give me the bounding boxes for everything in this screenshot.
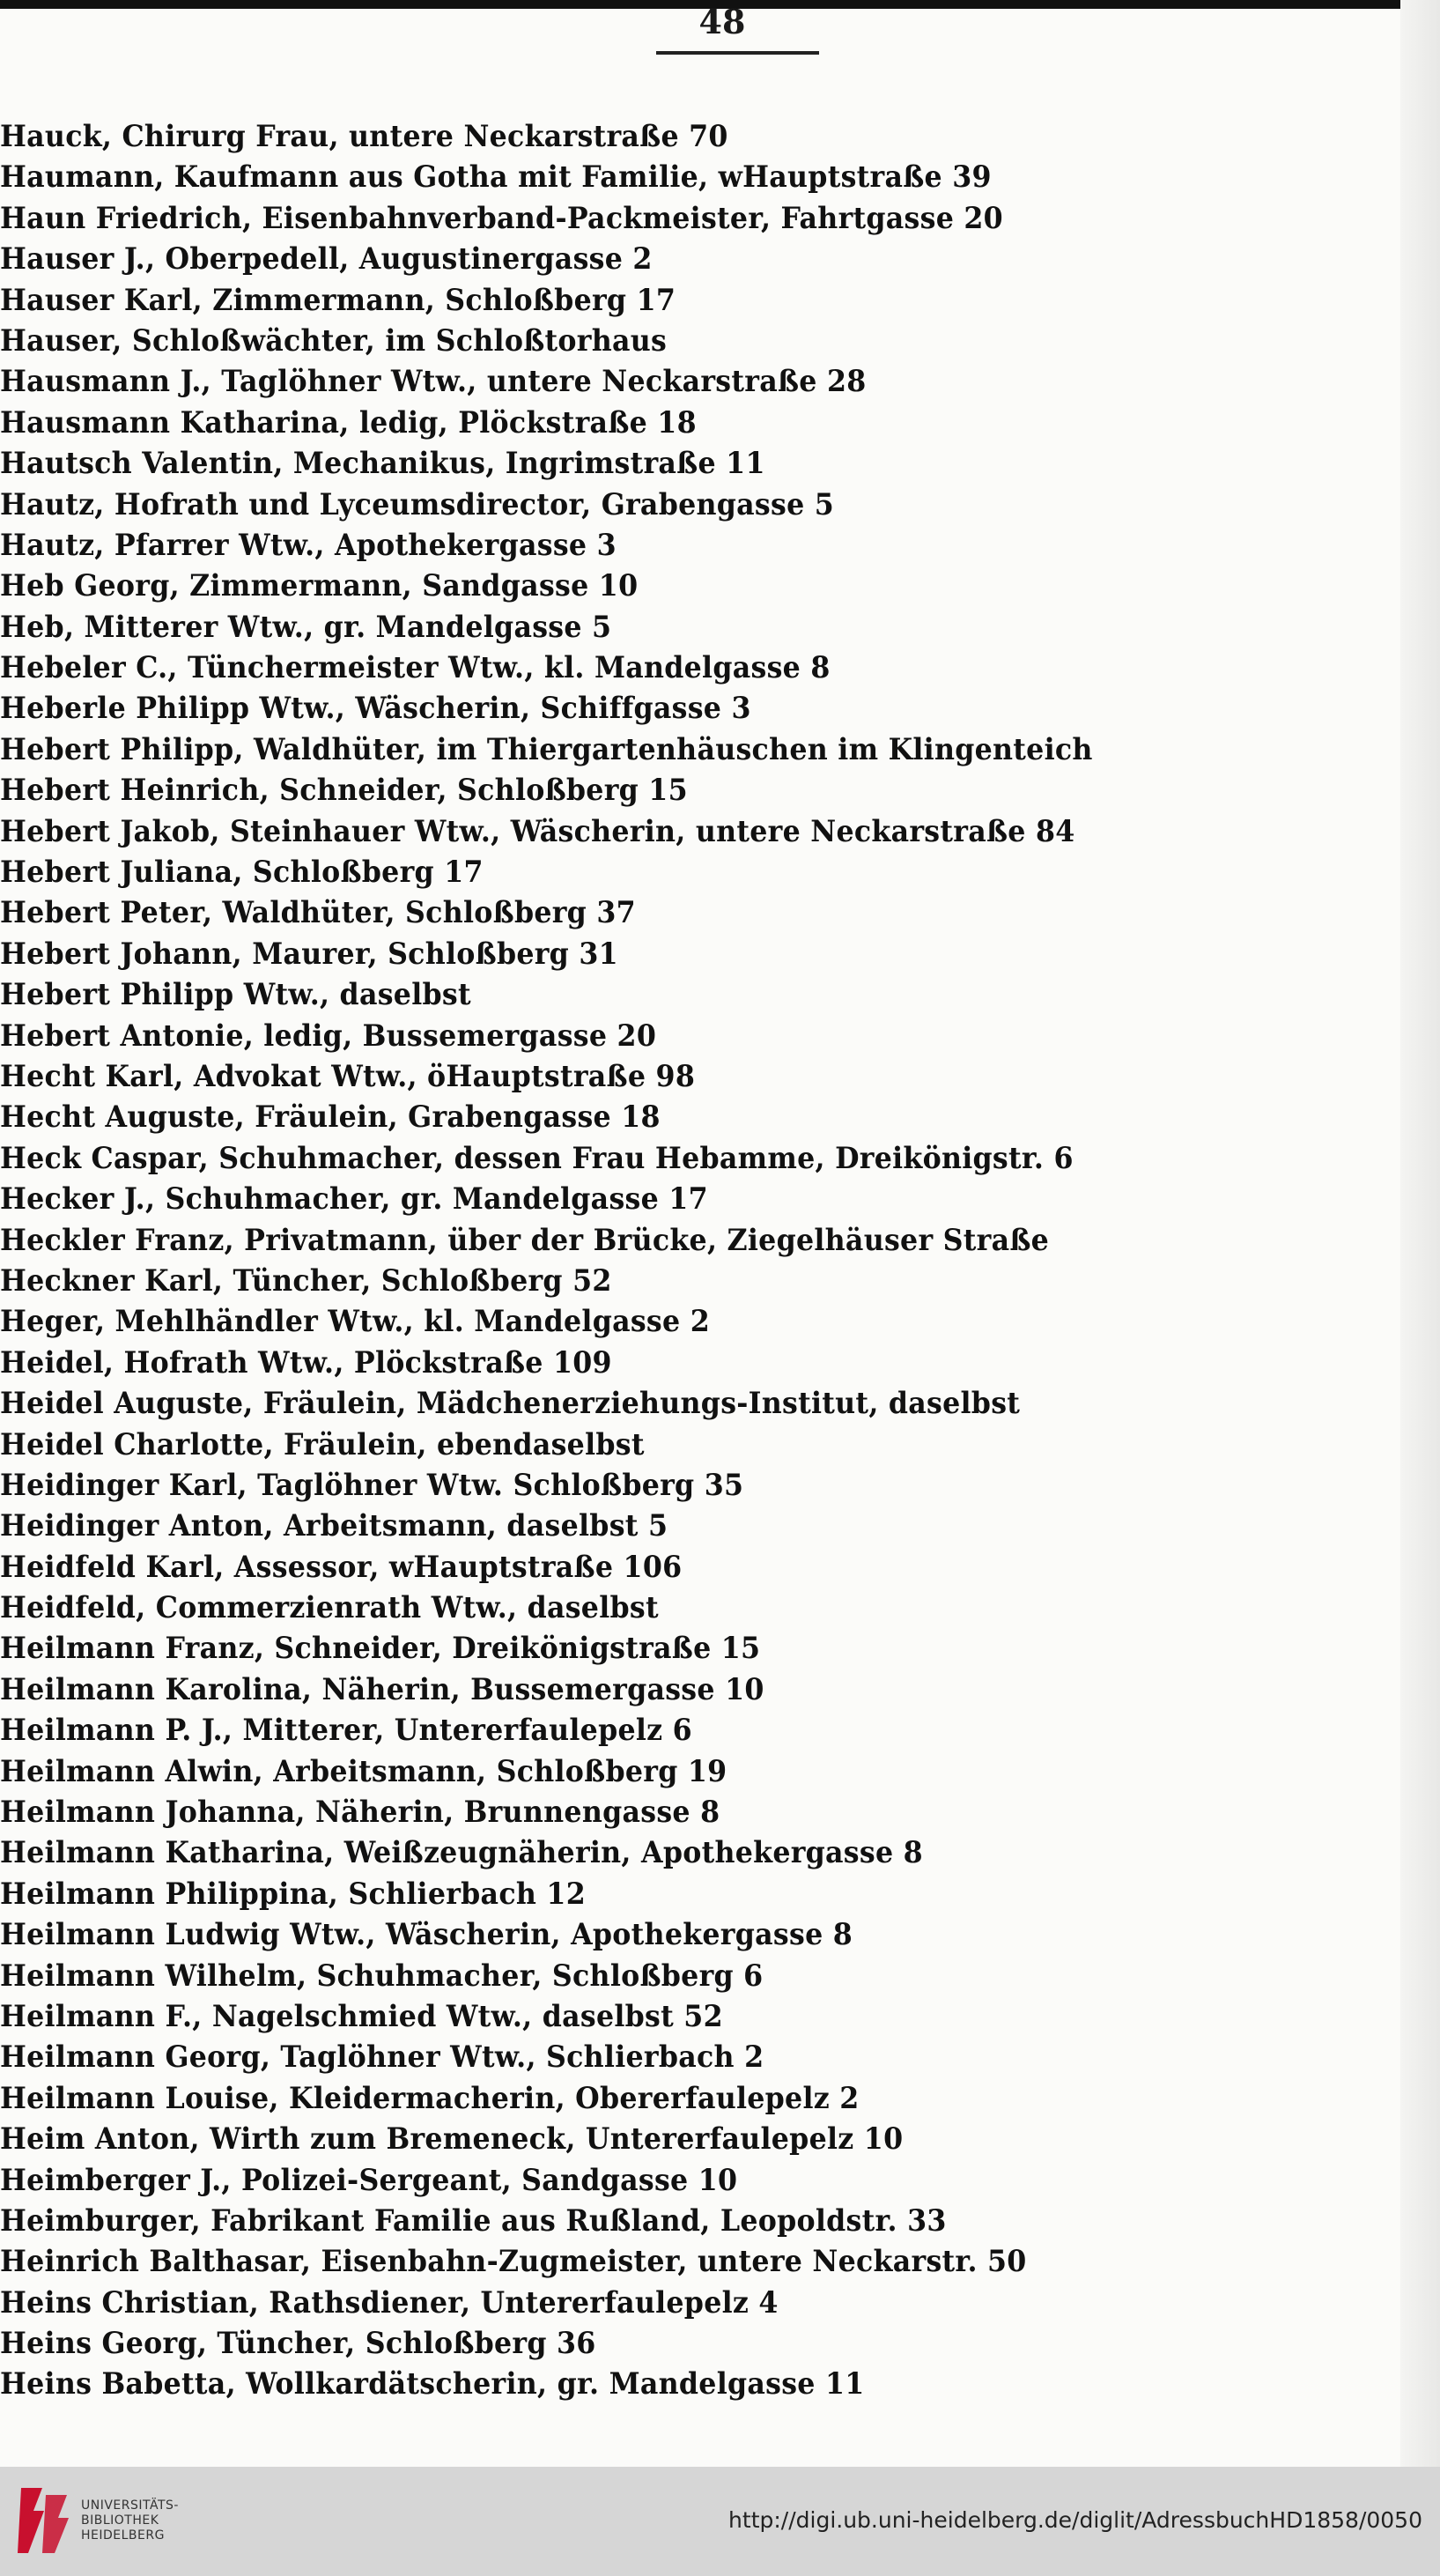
library-name-line-2: BIBLIOTHEK — [81, 2513, 159, 2528]
address-entry: Heins Georg, Tüncher, Schloßberg 36 — [0, 2326, 596, 2362]
address-entry: Heilmann Karolina, Näherin, Bussemergasse 10 — [0, 1671, 764, 1707]
page-number: 48 — [698, 2, 746, 41]
address-entry: Heidfeld Karl, Assessor, wHauptstraße 106 — [0, 1549, 683, 1585]
address-entry: Heins Christian, Rathsdiener, Untererfaulepelz 4 — [0, 2284, 779, 2321]
address-entry: Heilmann Ludwig Wtw., Wäscherin, Apothekergasse 8 — [0, 1917, 853, 1953]
address-entry: Hautz, Pfarrer Wtw., Apothekergasse 3 — [0, 527, 617, 563]
address-entry: Hauser Karl, Zimmermann, Schloßberg 17 — [0, 282, 676, 318]
address-entry: Hausmann J., Taglöhner Wtw., untere Neckarstraße 28 — [0, 364, 867, 400]
address-entry: Hebert Johann, Maurer, Schloßberg 31 — [0, 936, 618, 972]
address-entry: Heidfeld, Commerzienrath Wtw., daselbst — [0, 1590, 659, 1626]
address-entry: Heidel Auguste, Fräulein, Mädchenerziehungs-Institut, daselbst — [0, 1386, 1021, 1422]
address-entry: Hecht Auguste, Fräulein, Grabengasse 18 — [0, 1099, 661, 1136]
address-entry: Heinrich Balthasar, Eisenbahn-Zugmeister, untere Neckarstr. 50 — [0, 2244, 1027, 2280]
address-entry: Heilmann Wilhelm, Schuhmacher, Schloßberg 6 — [0, 1958, 764, 1994]
library-name-line-1: UNIVERSITÄTS- — [81, 2498, 179, 2513]
address-entry: Heckler Franz, Privatmann, über der Brücke, Ziegelhäuser Straße — [0, 1222, 1050, 1258]
address-entry: Heilmann Katharina, Weißzeugnäherin, Apothekergasse 8 — [0, 1835, 923, 1871]
library-name-line-3: HEIDELBERG — [81, 2528, 165, 2543]
address-entry: Heger, Mehlhändler Wtw., kl. Mandelgasse 2 — [0, 1304, 710, 1340]
address-entry: Hebert Philipp Wtw., daselbst — [0, 977, 471, 1013]
address-entry: Haun Friedrich, Eisenbahnverband-Packmeister, Fahrtgasse 20 — [0, 200, 1003, 236]
address-entry: Heidel, Hofrath Wtw., Plöckstraße 109 — [0, 1344, 612, 1381]
address-entry: Heidel Charlotte, Fräulein, ebendaselbst — [0, 1426, 645, 1462]
address-entry: Hebert Philipp, Waldhüter, im Thiergartenhäuschen im Klingenteich — [0, 731, 1093, 767]
page-edge-shadow — [1400, 0, 1440, 2467]
address-entry: Hebeler C., Tünchermeister Wtw., kl. Mandelgasse 8 — [0, 650, 831, 686]
address-entry: Haumann, Kaufmann aus Gotha mit Familie, wHauptstraße 39 — [0, 159, 992, 196]
address-entry: Heilmann Franz, Schneider, Dreikönigstraße 15 — [0, 1631, 761, 1667]
address-entry: Hecht Karl, Advokat Wtw., öHauptstraße 98 — [0, 1058, 696, 1094]
address-entry: Hebert Juliana, Schloßberg 17 — [0, 855, 484, 891]
address-entry: Heilmann Georg, Taglöhner Wtw., Schlierbach 2 — [0, 2039, 764, 2076]
address-entry: Heb Georg, Zimmermann, Sandgasse 10 — [0, 568, 639, 604]
address-entry: Hebert Jakob, Steinhauer Wtw., Wäscherin, untere Neckarstraße 84 — [0, 813, 1075, 849]
address-entry: Hautz, Hofrath und Lyceumsdirector, Grabengasse 5 — [0, 486, 835, 522]
page-number-rule — [656, 51, 819, 55]
address-entry: Heidinger Anton, Arbeitsmann, daselbst 5 — [0, 1508, 668, 1544]
address-entry: Hausmann Katharina, ledig, Plöckstraße 18 — [0, 404, 697, 440]
address-entry: Heilmann F., Nagelschmied Wtw., daselbst 52 — [0, 1998, 723, 2034]
address-entry: Heilmann Louise, Kleidermacherin, Obererfaulepelz 2 — [0, 2080, 860, 2116]
address-entry: Hecker J., Schuhmacher, gr. Mandelgasse 17 — [0, 1181, 708, 1218]
address-entry: Heb, Mitterer Wtw., gr. Mandelgasse 5 — [0, 609, 612, 645]
address-entry: Heckner Karl, Tüncher, Schloßberg 52 — [0, 1262, 612, 1299]
library-name — [81, 2498, 179, 2543]
address-entry: Heimberger J., Polizei-Sergeant, Sandgasse 10 — [0, 2162, 738, 2198]
address-entry: Heilmann Philippina, Schlierbach 12 — [0, 1876, 586, 1912]
address-entries-list — [0, 116, 1374, 2405]
address-entry: Hauser, Schloßwächter, im Schloßtorhaus — [0, 322, 668, 359]
address-entry: Heins Babetta, Wollkardätscherin, gr. Mandelgasse 11 — [0, 2366, 865, 2402]
address-entry: Heilmann Alwin, Arbeitsmann, Schloßberg 19 — [0, 1753, 727, 1789]
source-url-link[interactable]: http://digi.ub.uni-heidelberg.de/diglit/AdressbuchHD1858/0050 — [728, 2507, 1422, 2533]
address-entry: Hebert Peter, Waldhüter, Schloßberg 37 — [0, 895, 636, 931]
address-entry: Heberle Philipp Wtw., Wäscherin, Schiffgasse 3 — [0, 691, 751, 727]
address-entry: Hebert Heinrich, Schneider, Schloßberg 15 — [0, 773, 688, 809]
address-entry: Heim Anton, Wirth zum Bremeneck, Untererfaulepelz 10 — [0, 2121, 904, 2158]
address-entry: Hautsch Valentin, Mechanikus, Ingrimstraße 11 — [0, 446, 765, 482]
address-entry: Hauser J., Oberpedell, Augustinergasse 2 — [0, 241, 653, 278]
address-entry: Heilmann P. J., Mitterer, Untererfaulepelz 6 — [0, 1713, 692, 1749]
university-library-seal-icon — [16, 2484, 70, 2557]
address-entry: Hebert Antonie, ledig, Bussemergasse 20 — [0, 1018, 657, 1054]
address-entry: Hauck, Chirurg Frau, untere Neckarstraße 70 — [0, 119, 728, 154]
address-entry: Heck Caspar, Schuhmacher, dessen Frau Hebamme, Dreikönigstr. 6 — [0, 1140, 1074, 1176]
address-entry: Heidinger Karl, Taglöhner Wtw. Schloßberg 35 — [0, 1467, 744, 1503]
address-entry: Heilmann Johanna, Näherin, Brunnengasse 8 — [0, 1795, 720, 1831]
address-entry: Heimburger, Fabrikant Familie aus Rußland, Leopoldstr. 33 — [0, 2202, 947, 2239]
